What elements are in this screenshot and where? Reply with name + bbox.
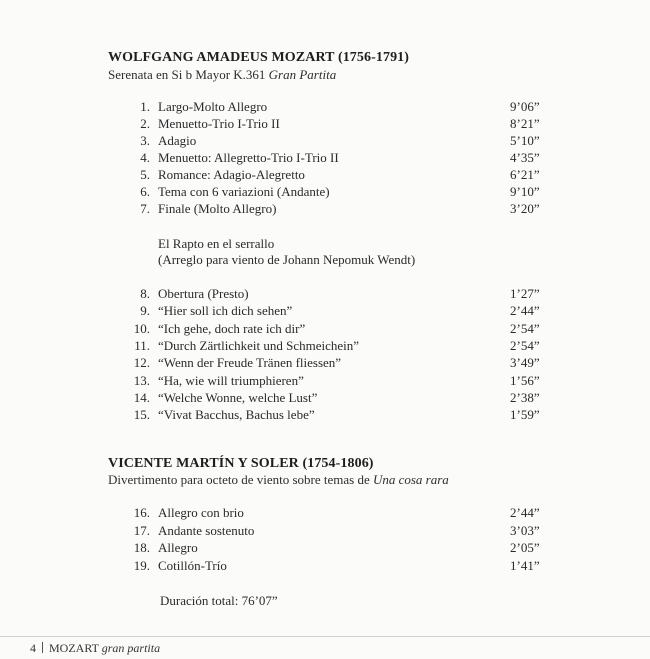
track-title: Allegro con brio <box>158 505 244 520</box>
track-duration: 2’05” <box>510 540 540 556</box>
page-number: 4 <box>30 641 36 655</box>
track-row <box>0 99 650 116</box>
arrangement-credit: (Arreglo para viento de Johann Nepomuk Wendt) <box>158 252 416 267</box>
composer-heading-martin: VICENTE MARTÍN Y SOLER (1754-1806) <box>108 456 374 471</box>
track-duration: 2’38” <box>510 389 540 405</box>
track-number: 4. <box>140 150 150 165</box>
track-title: Tema con 6 variazioni (Andante) <box>158 184 330 199</box>
track-title: Obertura (Presto) <box>158 286 249 301</box>
work-subtitle-text: Divertimento para octeto de viento sobre temas de <box>108 472 373 487</box>
track-duration: 2’54” <box>510 337 540 353</box>
track-title: Allegro <box>158 540 198 556</box>
track-duration: 2’44” <box>510 505 540 520</box>
track-title: Andante sostenuto <box>158 522 255 538</box>
track-number: 1. <box>140 99 150 114</box>
track-row <box>0 407 650 424</box>
track-row <box>0 303 650 320</box>
track-number: 2. <box>140 116 150 131</box>
track-title: Romance: Adagio-Alegretto <box>158 167 305 182</box>
track-number: 8. <box>140 286 150 301</box>
work-subtitle-text: Serenata en Si b Mayor K.361 <box>108 67 269 82</box>
track-number: 6. <box>140 184 150 199</box>
track-number: 11. <box>134 337 150 353</box>
track-row <box>0 505 650 522</box>
footer-title: MOZART <box>49 641 99 655</box>
track-duration: 3’49” <box>510 355 540 371</box>
track-duration: 8’21” <box>510 116 540 131</box>
track-title: “Welche Wonne, welche Lust” <box>158 389 318 405</box>
track-row <box>0 338 650 355</box>
track-duration: 1’41” <box>510 558 540 574</box>
track-row <box>0 201 650 218</box>
track-row <box>0 150 650 167</box>
track-row <box>0 373 650 390</box>
work-subtitle-mozart <box>108 67 336 83</box>
footer-divider <box>0 636 650 637</box>
track-duration: 1’27” <box>510 286 540 301</box>
track-number: 18. <box>133 540 150 556</box>
track-row <box>0 167 650 184</box>
track-row <box>0 355 650 372</box>
track-title: Menuetto: Allegretto-Trio I-Trio II <box>158 150 339 165</box>
track-title: “Hier soll ich dich sehen” <box>158 303 293 319</box>
track-duration: 3’03” <box>510 522 540 538</box>
track-number: 16. <box>133 505 150 520</box>
work-subtitle-italic: Gran Partita <box>268 67 337 82</box>
track-title: “Vivat Bacchus, Bachus lebe” <box>158 407 315 423</box>
work-subtitle-martin <box>108 472 449 488</box>
track-number: 14. <box>133 389 150 405</box>
composer-heading-mozart: WOLFGANG AMADEUS MOZART (1756-1791) <box>108 50 410 65</box>
track-duration: 2’44” <box>510 303 540 319</box>
track-number: 10. <box>133 320 150 336</box>
track-title: “Wenn der Freude Tränen fliessen” <box>158 355 342 371</box>
track-title: Finale (Molto Allegro) <box>158 201 277 216</box>
track-duration: 9’06” <box>510 99 540 114</box>
track-row <box>0 133 650 150</box>
track-title: Adagio <box>158 133 197 148</box>
track-number: 12. <box>133 355 150 371</box>
track-number: 19. <box>133 558 150 574</box>
work-subtitle-italic: Una cosa rara <box>372 472 449 487</box>
track-title: Menuetto-Trio I-Trio II <box>158 116 280 131</box>
track-number: 9. <box>140 303 150 319</box>
arrangement-title: El Rapto en el serrallo <box>158 236 275 251</box>
track-number: 5. <box>140 167 150 182</box>
track-duration: 9’10” <box>510 184 540 199</box>
track-duration: 3’20” <box>510 201 540 216</box>
track-number: 15. <box>133 407 150 423</box>
track-duration: 1’59” <box>510 407 540 423</box>
track-number: 13. <box>133 372 150 388</box>
track-duration: 4’35” <box>510 150 540 165</box>
track-row <box>0 286 650 303</box>
page-footer <box>30 641 160 656</box>
track-title: “Durch Zärtlichkeit und Schmeichein” <box>158 337 360 353</box>
track-duration: 6’21” <box>510 167 540 182</box>
footer-subtitle: gran partita <box>101 641 161 655</box>
track-row <box>0 184 650 201</box>
track-row <box>0 116 650 133</box>
track-number: 3. <box>140 133 150 148</box>
track-title: “Ha, wie will triumphieren” <box>158 372 304 388</box>
track-row <box>0 523 650 540</box>
total-duration: Duración total: 76’07” <box>160 593 278 608</box>
track-row <box>0 540 650 557</box>
track-row <box>0 321 650 338</box>
track-number: 17. <box>133 522 150 538</box>
track-number: 7. <box>140 201 150 216</box>
track-title: “Ich gehe, doch rate ich dir” <box>158 320 306 336</box>
track-title: Largo-Molto Allegro <box>158 99 268 114</box>
track-duration: 1’56” <box>510 372 540 388</box>
track-duration: 2’54” <box>510 320 540 336</box>
track-title: Cotillón-Trío <box>158 558 227 574</box>
track-row <box>0 558 650 575</box>
footer-separator <box>42 642 43 653</box>
track-row <box>0 390 650 407</box>
track-duration: 5’10” <box>510 133 540 148</box>
